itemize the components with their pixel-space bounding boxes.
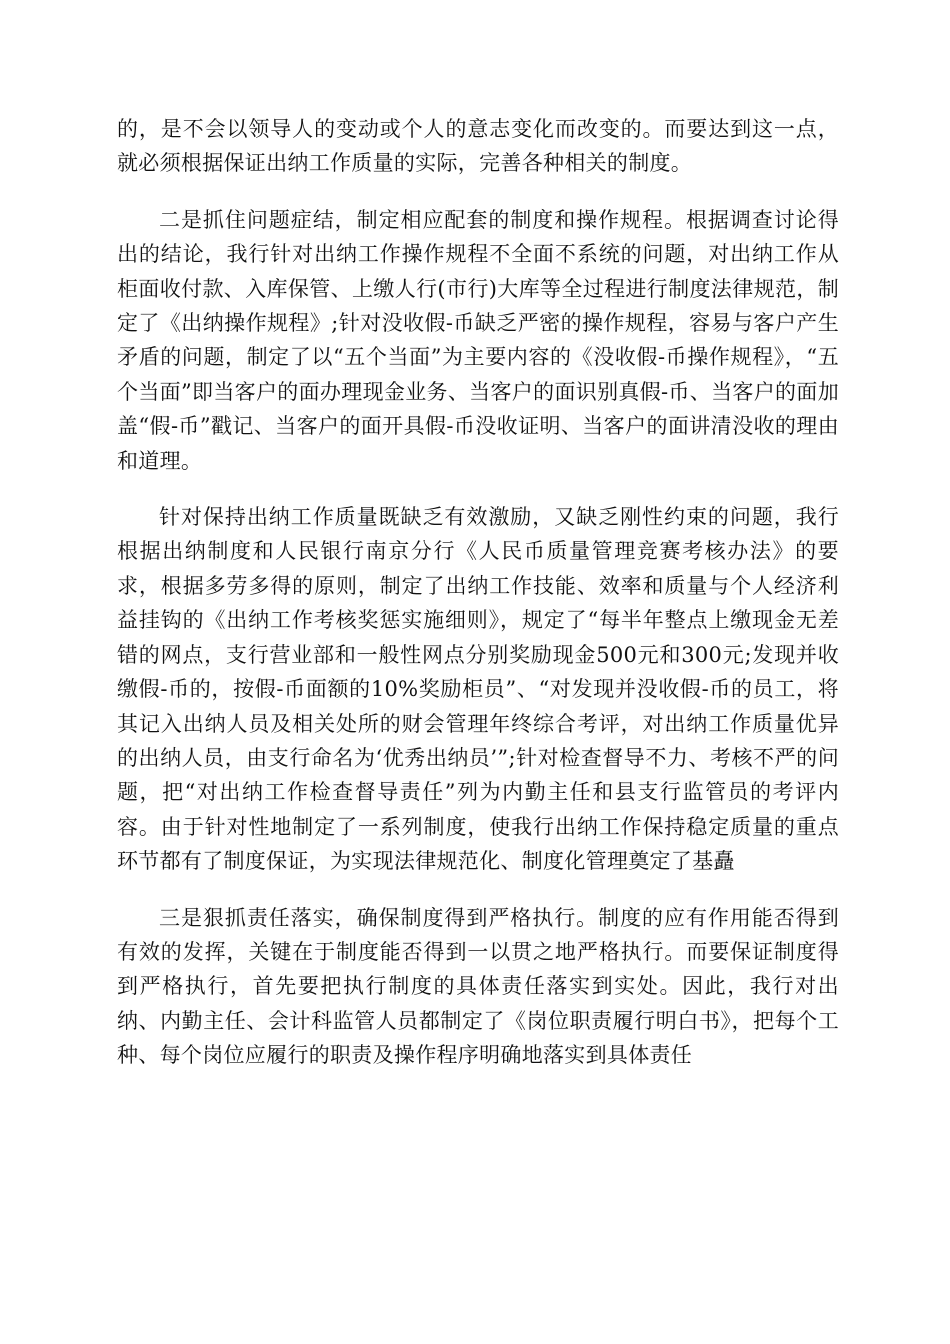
paragraph-continuation: 的，是不会以领导人的变动或个人的意志变化而改变的。而要达到这一点，就必须根据保证出纳工作质量的实际，完善各种相关的制度。 — [117, 117, 839, 176]
paragraph-incentive-rules: 针对保持出纳工作质量既缺乏有效激励，又缺乏刚性约束的问题，我行根据出纳制度和人民银行南京分行《人民币质量管理竞赛考核办法》的要求，根据多劳多得的原则，制定了出纳工作技能、效率和质量与个人经济利益挂钩的《出纳工作考核奖惩实施细则》，规定了“每半年整点上缴现金无差错的网点，支行营业部和一般性网点分别奖励现金500元和300元;发现并收缴假-币的，按假-币面额的10%奖励柜员”、“对发现并没收假-币的员工，将其记入出纳人员及相关处所的财会管理年终综合考评，对出纳工作质量优异的出纳人员，由支行命名为‘优秀出纳员’”;针对检查督导不力、考核不严的问题，把“对出纳工作检查督导责任”列为内勤主任和县支行监管员的考评内容。由于针对性地制定了一系列制度，使我行出纳工作保持稳定质量的重点环节都有了制度保证，为实现法律规范化、制度化管理奠定了基矗 — [117, 505, 839, 874]
paragraph-point-three: 三是狠抓责任落实，确保制度得到严格执行。制度的应有作用能否得到有效的发挥，关键在于制度能否得到一以贯之地严格执行。而要保证制度得到严格执行，首先要把执行制度的具体责任落实到实处。因此，我行对出纳、内勤主任、会计科监管人员都制定了《岗位职责履行明白书》，把每个工种、每个岗位应履行的职责及操作程序明确地落实到具体责任 — [117, 905, 839, 1068]
paragraph-point-two: 二是抓住问题症结，制定相应配套的制度和操作规程。根据调查讨论得出的结论，我行针对出纳工作操作规程不全面不系统的问题，对出纳工作从柜面收付款、入库保管、上缴人行(市行)大库等全过程进行制度法律规范，制定了《出纳操作规程》;针对没收假-币缺乏严密的操作规程，容易与客户产生矛盾的问题，制定了以“五个当面”为主要内容的《没收假-币操作规程》，“五个当面”即当客户的面办理现金业务、当客户的面识别真假-币、当客户的面加盖“假-币”戳记、当客户的面开具假-币没收证明、当客户的面讲清没收的理由和道理。 — [117, 207, 839, 473]
document-body — [117, 112, 839, 1095]
